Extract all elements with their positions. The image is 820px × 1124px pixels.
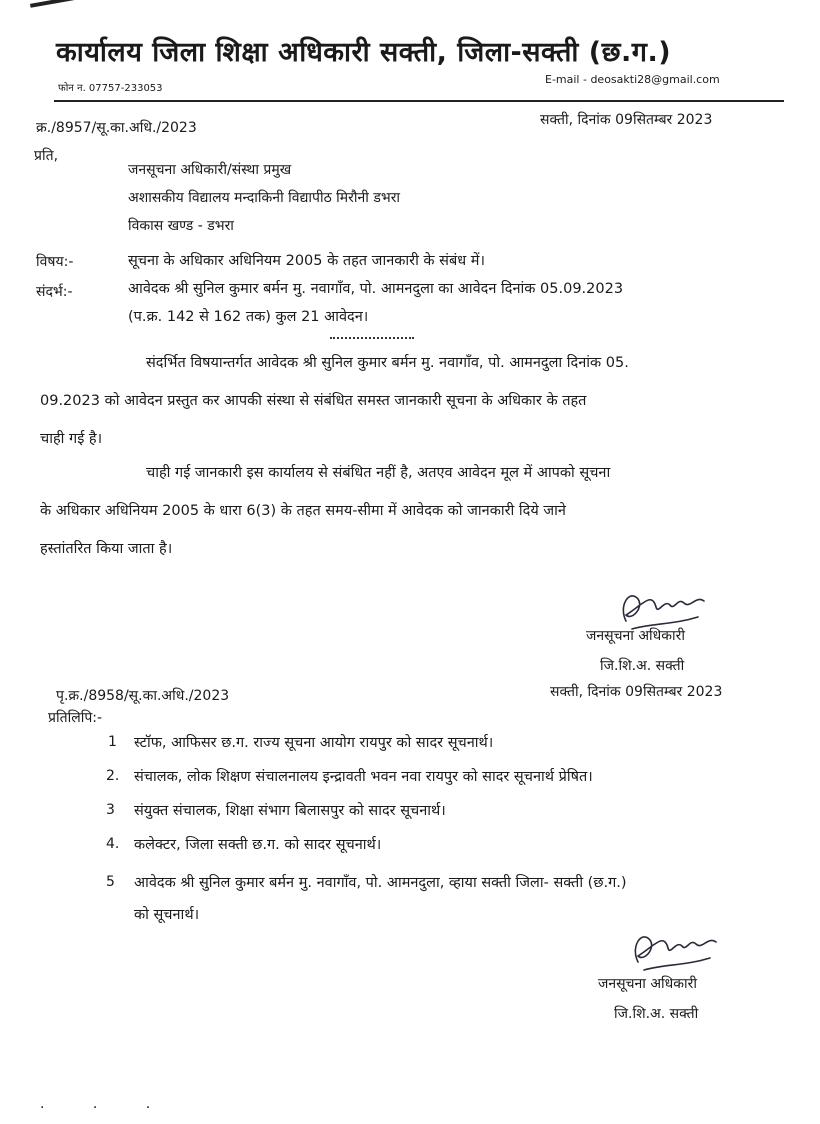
copy-item-number: 1 <box>108 734 117 750</box>
subject-label: विषय:- <box>36 254 74 270</box>
recipient-line1: जनसूचना अधिकारी/संस्था प्रमुख <box>128 162 292 178</box>
endorsement-place-date: सक्ती, दिनांक 09सितम्बर 2023 <box>550 684 723 700</box>
sig-title-1: जनसूचना अधिकारी <box>586 628 686 644</box>
copy-item-number: 3 <box>106 802 115 818</box>
reference-line2: (प.क्र. 142 से 162 तक) कुल 21 आवेदन। <box>128 309 369 325</box>
copy-item-continuation: को सूचनार्थ। <box>134 907 200 923</box>
copy-item-number: 2. <box>106 768 120 784</box>
recipient-line2: अशासकीय विद्यालय मन्दाकिनी विद्यापीठ मिरौनी डभरा <box>128 190 401 206</box>
para1-line3: चाही गई है। <box>40 431 103 447</box>
sig-office-1: जि.शि.अ. सक्ती <box>600 658 685 674</box>
copy-item-number: 5 <box>106 874 115 890</box>
copy-label: प्रतिलिपि:- <box>48 710 103 726</box>
copy-item-text: संचालक, लोक शिक्षण संचालनालय इन्द्रावती भवन नवा रायपुर को सादर सूचनार्थ प्रेषित। <box>134 769 593 785</box>
letter-ref-no: क्र./8957/सू.का.अधि./2023 <box>36 120 197 136</box>
reference-line1: आवेदक श्री सुनिल कुमार बर्मन मु. नवागाँव, पो. आमनदुला का आवेदन दिनांक 05.09.2023 <box>128 281 624 297</box>
subject-text: सूचना के अधिकार अधिनियम 2005 के तहत जानकारी के संबंध में। <box>128 253 485 269</box>
copy-item-text: स्टॉफ, आफिसर छ.ग. राज्य सूचना आयोग रायपुर को सादर सूचनार्थ। <box>134 735 494 751</box>
letterhead-rule <box>54 100 784 102</box>
sig-office-2: जि.शि.अ. सक्ती <box>614 1006 699 1022</box>
letter-place-date: सक्ती, दिनांक 09सितम्बर 2023 <box>540 112 713 128</box>
para2-line2: के अधिकार अधिनियम 2005 के धारा 6(3) के तहत समय-सीमा में आवेदक को जानकारी दिये जाने <box>40 503 566 519</box>
scan-specks: · · · <box>40 1100 173 1116</box>
copy-item-number: 4. <box>106 836 120 852</box>
letterhead-title: कार्यालय जिला शिक्षा अधिकारी सक्ती, जिला-सक्ती (छ.ग.) <box>56 37 672 68</box>
para2-line3: हस्तांतरित किया जाता है। <box>40 541 173 557</box>
copy-item-text: संयुक्त संचालक, शिक्षा संभाग बिलासपुर को सादर सूचनार्थ। <box>134 803 446 819</box>
para1-line2: 09.2023 को आवेदन प्रस्तुत कर आपकी संस्था से संबंधित समस्त जानकारी सूचना के अधिकार के तहत <box>40 393 587 409</box>
para1-line1: संदर्भित विषयान्तर्गत आवेदक श्री सुनिल कुमार बर्मन मु. नवागाँव, पो. आमनदुला दिनांक 05. <box>146 355 629 371</box>
reference-label: संदर्भ:- <box>36 284 73 300</box>
letterhead-phone: फोन न. 07757-233053 <box>58 83 163 94</box>
recipient-line3: विकास खण्ड - डभरा <box>128 218 234 234</box>
separator-dots <box>330 337 414 339</box>
copy-item-text: आवेदक श्री सुनिल कुमार बर्मन मु. नवागाँव, पो. आमनदुला, व्हाया सक्ती जिला- सक्ती (छ.ग.) <box>134 875 627 891</box>
endorsement-ref-no: पृ.क्र./8958/सू.का.अधि./2023 <box>56 688 230 704</box>
to-label: प्रति, <box>34 148 59 164</box>
officer-signature-2 <box>624 926 734 976</box>
letterhead-email: E-mail - deosakti28@gmail.com <box>545 73 720 86</box>
corner-mark <box>30 0 74 8</box>
copy-item-text: कलेक्टर, जिला सक्ती छ.ग. को सादर सूचनार्थ। <box>134 837 382 853</box>
para2-line1: चाही गई जानकारी इस कार्यालय से संबंधित नहीं है, अतएव आवेदन मूल में आपको सूचना <box>146 465 611 481</box>
sig-title-2: जनसूचना अधिकारी <box>598 976 698 992</box>
